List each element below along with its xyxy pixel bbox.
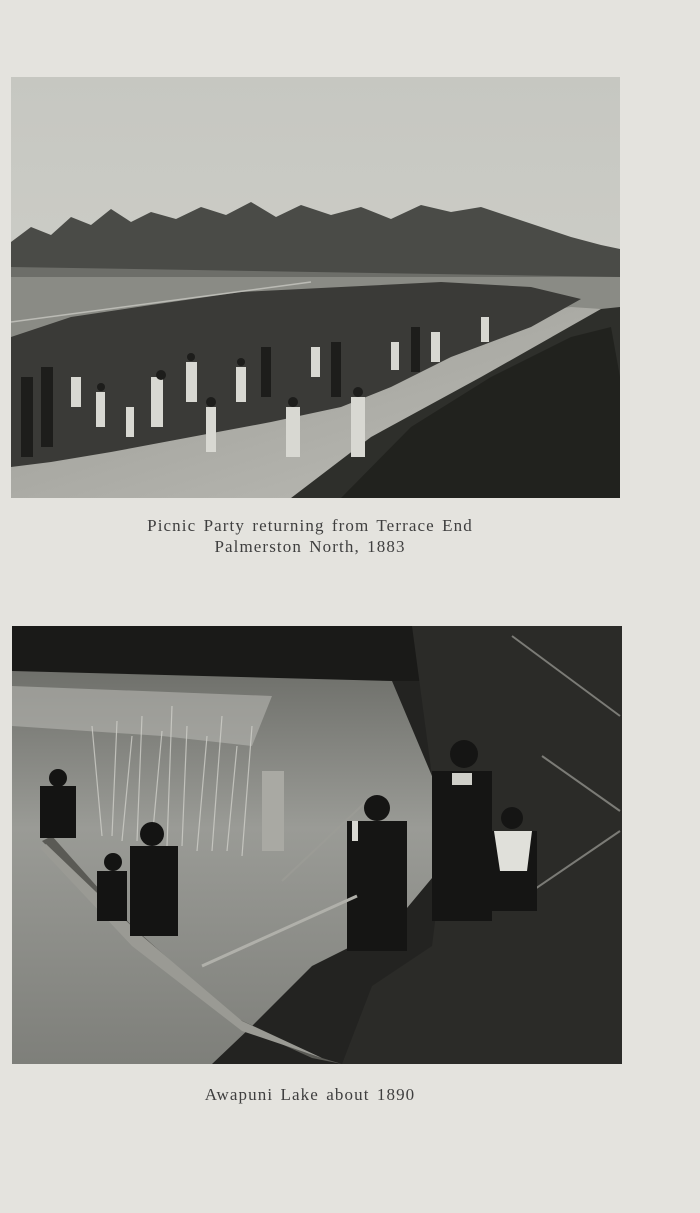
caption-line: Palmerston North, 1883 (214, 537, 406, 556)
caption-picnic-party (0, 515, 620, 557)
caption-awapuni-lake (0, 1084, 620, 1105)
picnic-party-photo-image (11, 77, 620, 498)
photo-awapuni-lake (12, 626, 622, 1064)
caption-line: Awapuni Lake about 1890 (204, 1085, 416, 1104)
awapuni-lake-photo-image (12, 626, 622, 1064)
caption-line: Picnic Party returning from Terrace End (147, 516, 473, 535)
photo-picnic-party (11, 77, 620, 498)
